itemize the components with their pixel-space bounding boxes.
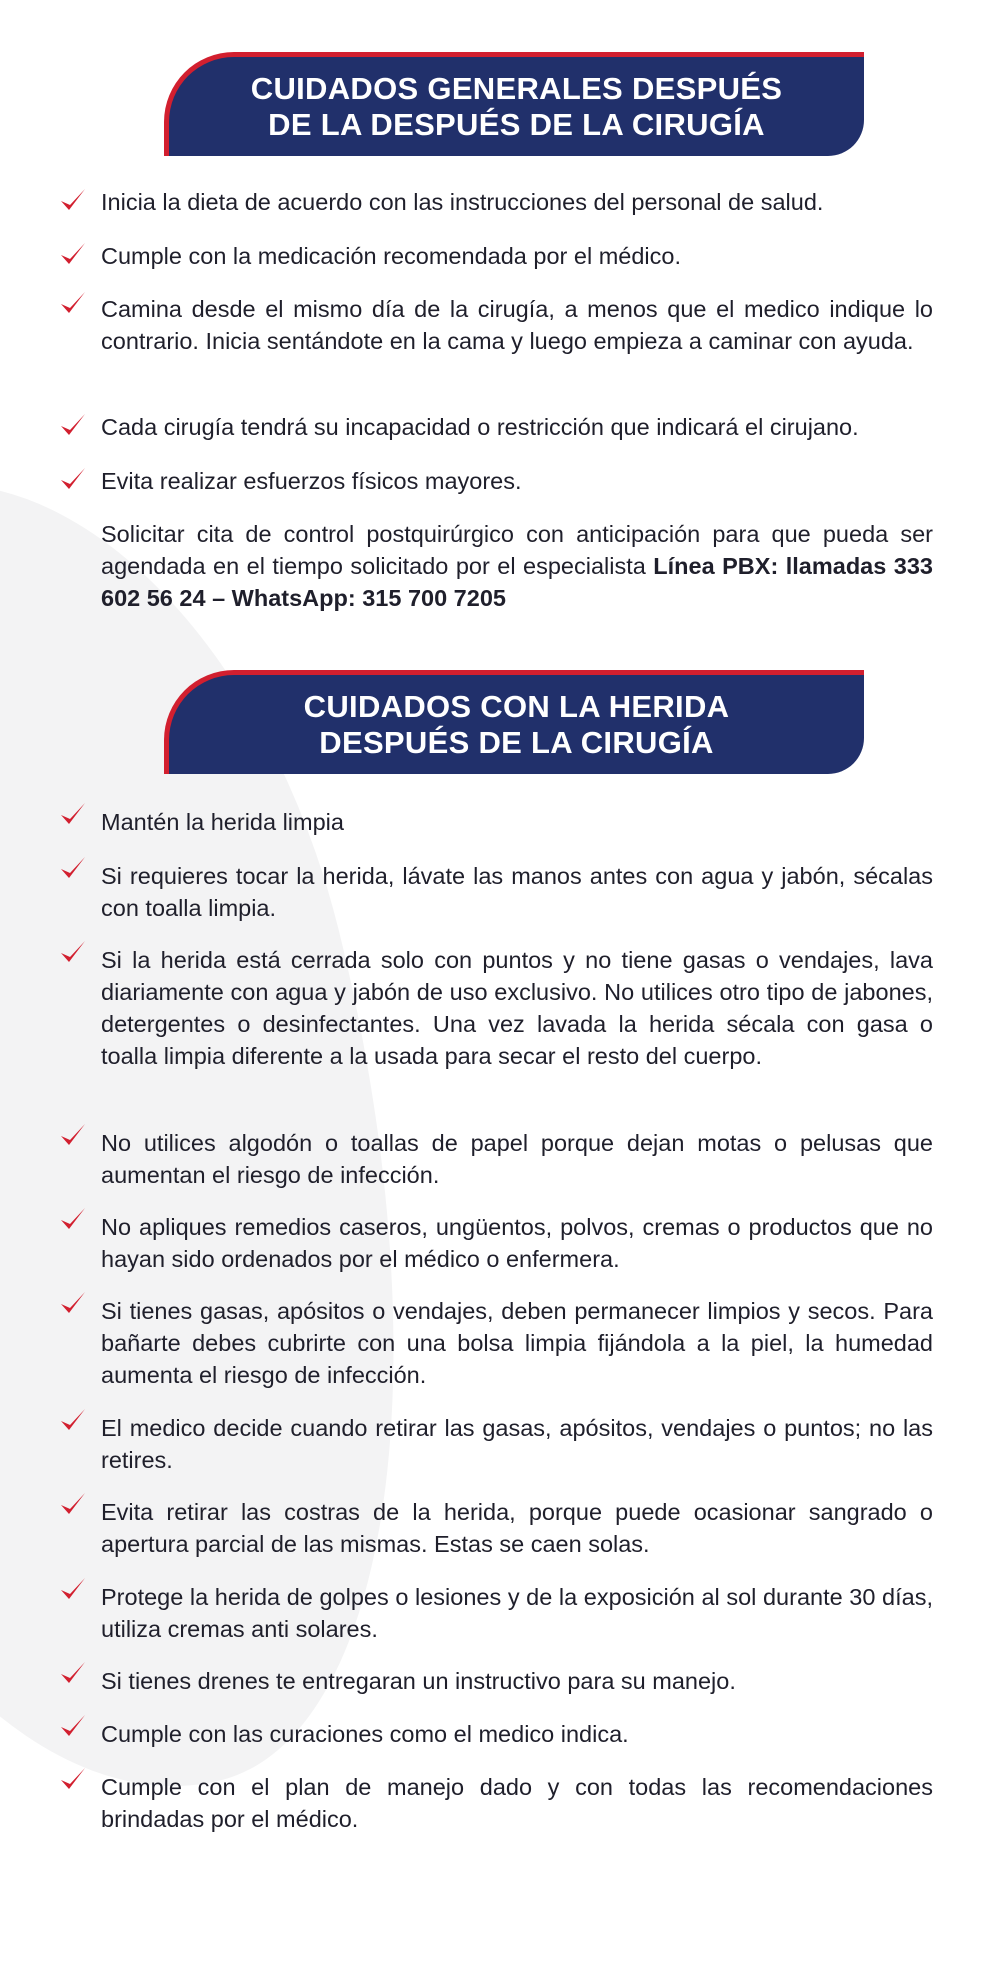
checkmark-icon (58, 1575, 88, 1605)
checkmark-icon (58, 1205, 88, 1235)
checkmark-icon (58, 1659, 88, 1689)
checkmark-icon (58, 1712, 88, 1742)
list-item-text: No apliques remedios caseros, ungüentos, polvos, cremas o productos que no hayan sido ordenados por el médico o enfermera. (101, 1214, 933, 1272)
list-item-text: Si requieres tocar la herida, lávate las manos antes con agua y jabón, sécalas con toalla limpia. (101, 863, 933, 921)
checkmark-icon (58, 1121, 88, 1151)
section1-title-banner (164, 52, 864, 156)
list-item-text: Cada cirugía tendrá su incapacidad o restricción que indicará el cirujano. (101, 414, 859, 440)
list-item-text: El medico decide cuando retirar las gasas, apósitos, vendajes o puntos; no las retires. (101, 1415, 933, 1473)
checkmark-icon (58, 1289, 88, 1319)
appointment-note-body: Solicitar cita de control postquirúrgico con anticipación para que pueda ser agendada en el tiempo solicitado por el especialista (101, 521, 933, 579)
checkmark-icon (58, 1490, 88, 1520)
list-item-text: Evita retirar las costras de la herida, porque puede ocasionar sangrado o apertura parcial de las mismas. Estas se caen solas. (101, 1499, 933, 1557)
contact-phone-numbers: Línea PBX: llamadas 333 602 56 24 – WhatsApp: 315 700 7205 (101, 553, 933, 611)
checkmark-icon (58, 854, 88, 884)
checkmark-icon (58, 938, 88, 968)
list-item-text: Evita realizar esfuerzos físicos mayores. (101, 468, 522, 494)
list-item-text: No utilices algodón o toallas de papel porque dejan motas o pelusas que aumentan el riesgo de infección. (101, 1130, 933, 1188)
checkmark-icon (58, 186, 88, 216)
section1-title-line2: DE LA DESPUÉS DE LA CIRUGÍA (268, 106, 765, 142)
checkmark-icon (58, 1765, 88, 1795)
list-item-text: Cumple con la medicación recomendada por el médico. (101, 243, 681, 269)
checkmark-icon (58, 1406, 88, 1436)
section2-title-line2: DESPUÉS DE LA CIRUGÍA (319, 724, 714, 760)
list-item-text: Mantén la herida limpia (101, 809, 344, 835)
appointment-note-text (101, 518, 933, 614)
list-item-text: Cumple con las curaciones como el medico indica. (101, 1721, 629, 1747)
list-item-text: Cumple con el plan de manejo dado y con todas las recomendaciones brindadas por el médico. (101, 1774, 933, 1832)
checkmark-icon (58, 465, 88, 495)
checkmark-icon (58, 800, 88, 830)
list-item-text: Protege la herida de golpes o lesiones y de la exposición al sol durante 30 días, utiliza cremas anti solares. (101, 1584, 933, 1642)
list-item-text: Camina desde el mismo día de la cirugía, a menos que el medico indique lo contrario. Inicia sentándote en la cama y luego empieza a caminar con ayuda. (101, 296, 933, 354)
checkmark-icon (58, 411, 88, 441)
list-item-text: Si tienes gasas, apósitos o vendajes, deben permanecer limpios y secos. Para bañarte debes cubrirte con una bolsa limpia fijándola a la piel, la humedad aumenta el riesgo de infección. (101, 1298, 933, 1388)
checkmark-icon (58, 289, 88, 319)
section2-title-line1: CUIDADOS CON LA HERIDA (303, 688, 730, 724)
list-item-text: Inicia la dieta de acuerdo con las instrucciones del personal de salud. (101, 189, 824, 215)
section1-title-line1: CUIDADOS GENERALES DESPUÉS (250, 70, 783, 106)
list-item-text: Si la herida está cerrada solo con puntos y no tiene gasas o vendajes, lava diariamente con agua y jabón de uso exclusivo. No utilices otro tipo de jabones, detergentes o desinfectantes. Una vez lavada la herida sécala con gasa o toalla limpia diferente a la usada para secar el resto del cuerpo. (101, 947, 933, 1069)
section2-title-banner (164, 670, 864, 774)
list-item-text: Si tienes drenes te entregaran un instructivo para su manejo. (101, 1668, 736, 1694)
checkmark-icon (58, 240, 88, 270)
